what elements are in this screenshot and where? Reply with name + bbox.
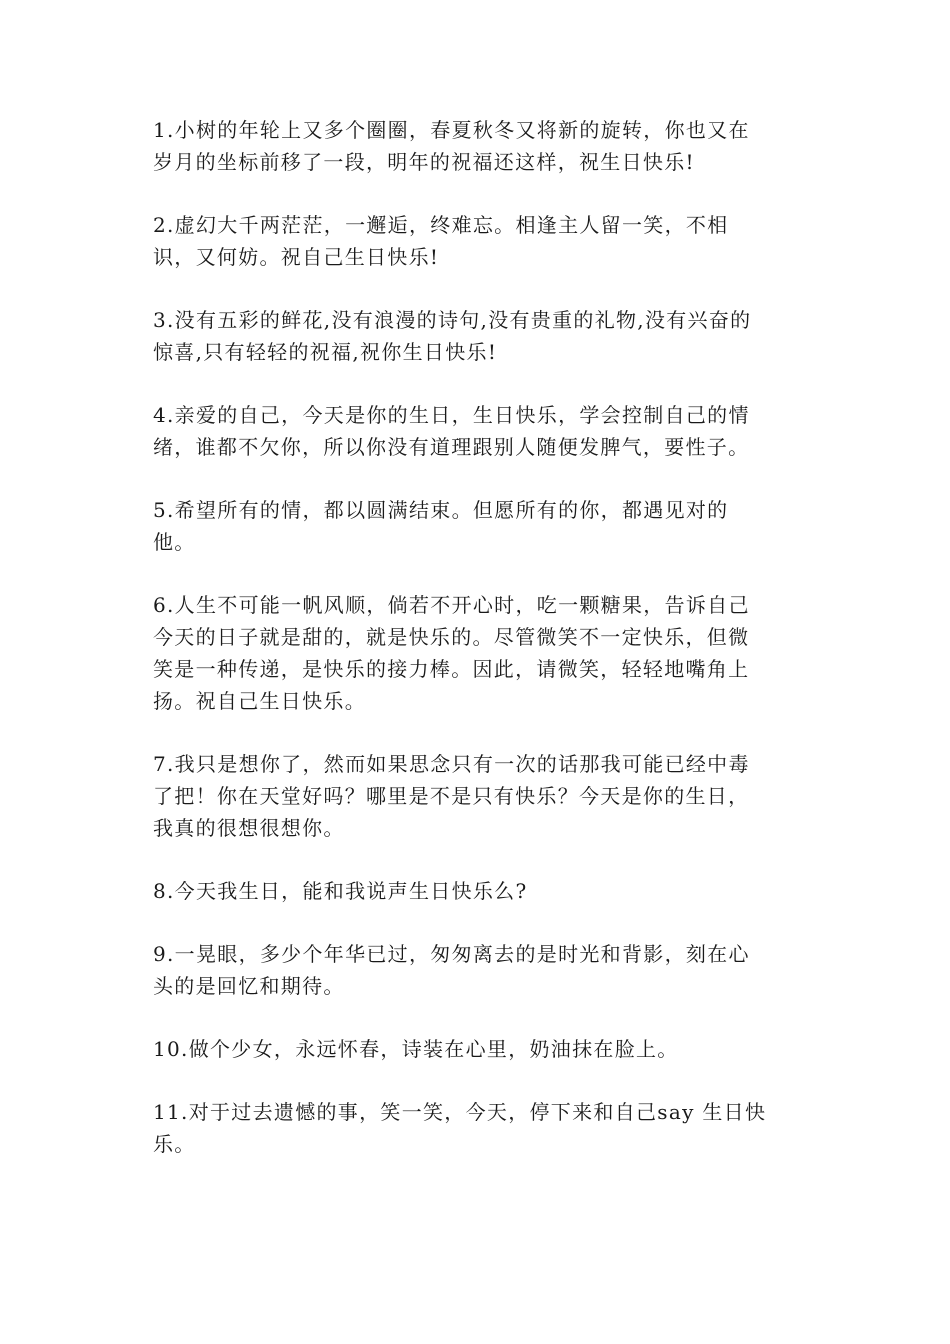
paragraph-5: 5.希望所有的情，都以圆满结束。但愿所有的你，都遇见对的 他。 (153, 498, 729, 554)
paragraph-list (153, 114, 803, 1191)
paragraph-8: 8.今天我生日，能和我说声生日快乐么? (153, 879, 528, 903)
paragraph-2: 2.虚幻大千两茫茫，一邂逅，终难忘。相逢主人留一笑，不相 识，又何妨。祝自己生日快乐! (153, 213, 729, 269)
paragraph-3: 3.没有五彩的鲜花,没有浪漫的诗句,没有贵重的礼物,没有兴奋的 惊喜,只有轻轻的祝福,祝你生日快乐! (153, 308, 752, 364)
paragraph-11: 11.对于过去遗憾的事，笑一笑，今天，停下来和自己say 生日快 乐。 (153, 1100, 767, 1156)
paragraph-9: 9.一晃眼，多少个年华已过，匆匆离去的是时光和背影，刻在心 头的是回忆和期待。 (153, 942, 750, 998)
paragraph-4: 4.亲爱的自己，今天是你的生日，生日快乐，学会控制自己的情 绪，谁都不欠你，所以你没有道理跟别人随便发脾气，要性子。 (153, 403, 750, 459)
paragraph-6: 6.人生不可能一帆风顺，倘若不开心时，吃一颗糖果，告诉自己 今天的日子就是甜的，就是快乐的。尽管微笑不一定快乐，但微 笑是一种传递，是快乐的接力棒。因此，请微笑，轻轻地嘴角上 扬。祝自己生日快乐。 (153, 593, 750, 713)
paragraph-10: 10.做个少女，永远怀春，诗装在心里，奶油抹在脸上。 (153, 1037, 679, 1061)
paragraph-7: 7.我只是想你了，然而如果思念只有一次的话那我可能已经中毒 了把！你在天堂好吗？哪里是不是只有快乐？今天是你的生日， 我真的很想很想你。 (153, 752, 750, 840)
paragraph-1: 1.小树的年轮上又多个圈圈，春夏秋冬又将新的旋转，你也又在 岁月的坐标前移了一段，明年的祝福还这样，祝生日快乐! (153, 118, 750, 174)
